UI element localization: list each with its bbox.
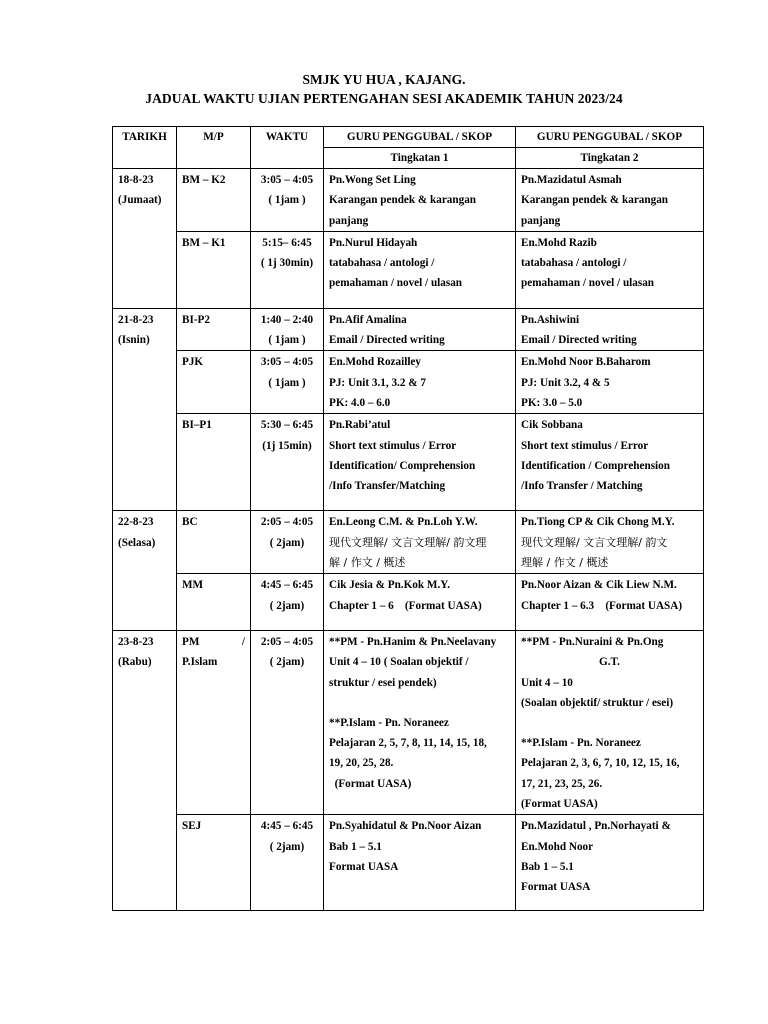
exam-time: 1:40 – 2:40 [260,313,314,326]
teacher-name: Pn.Afif Amalina [329,313,407,326]
tingkatan-1-cell [324,815,516,910]
table-row [113,574,704,631]
spacer [521,713,698,733]
scope-line: tatabahasa / antologi / [521,257,627,270]
scope-line: Email / Directed writing [329,334,445,347]
tingkatan-1-cell [324,511,516,574]
scope-line: struktur / esei pendek) [329,676,437,689]
subject-cell: BM – K1 [177,231,251,308]
exam-duration: ( 1jam ) [268,376,306,389]
tingkatan-2-cell [516,574,704,631]
teacher-name: En.Leong C.M. & Pn.Loh Y.W. [329,516,478,529]
teacher-name: Pn.Tiong CP & Cik Chong M.Y. [521,516,675,529]
teacher-name: **P.Islam - Pn. Noraneez [521,737,641,750]
scope-line: PK: 4.0 – 6.0 [329,396,391,409]
tingkatan-2-cell [516,351,704,414]
tingkatan-2-cell [516,511,704,574]
time-cell [251,414,324,511]
time-cell [251,815,324,910]
teacher-name: Pn.Nurul Hidayah [329,236,418,249]
scope-line: (Format UASA) [329,777,412,790]
scope-line: Unit 4 – 10 ( Soalan objektif / [329,656,469,669]
scope-line: Identification / Comprehension [521,459,670,472]
col-header-tingkatan-2: Tingkatan 2 [516,148,704,169]
tingkatan-1-cell [324,231,516,308]
teacher-name: **PM - Pn.Nuraini & Pn.Ong [521,635,664,648]
exam-time: 5:15– 6:45 [262,236,312,249]
scope-line: Chapter 1 – 6.3 (Format UASA) [521,599,683,612]
subject-cell: BI–P1 [177,414,251,511]
scope-line: 19, 20, 25, 28. [329,757,394,770]
scope-line: tatabahasa / antologi / [329,257,435,270]
scope-line: Unit 4 – 10 [521,676,573,689]
time-cell [251,169,324,232]
header-row [113,127,704,148]
tingkatan-1-cell [324,169,516,232]
teacher-name: **PM - Pn.Hanim & Pn.Neelavany [329,635,497,648]
scope-line: Karangan pendek & karangan [329,194,477,207]
scope-line: Pelajaran 2, 5, 7, 8, 11, 14, 15, 18, [329,737,487,750]
col-header-guru-t1: GURU PENGGUBAL / SKOP [324,127,516,148]
teacher-name: Pn.Mazidatul Asmah [521,174,622,186]
time-cell [251,511,324,574]
col-header-tarikh: TARIKH [113,127,177,169]
spacer [329,693,510,713]
teacher-name: Pn.Rabi’atul [329,419,391,432]
exam-duration: ( 2jam) [269,656,305,669]
subject-cell: PJK [177,351,251,414]
scope-line: PK: 3.0 – 5.0 [521,396,583,409]
exam-schedule-table [112,126,704,911]
col-header-waktu: WAKTU [251,127,324,169]
col-header-tingkatan-1: Tingkatan 1 [324,148,516,169]
exam-time: 5:30 – 6:45 [260,419,314,432]
exam-time: 3:05 – 4:05 [260,174,314,186]
scope-line: Format UASA [521,881,591,894]
table-row [113,169,704,232]
scope-line: /Info Transfer / Matching [521,480,643,493]
tingkatan-2-cell [516,815,704,910]
scope-line: PJ: Unit 3.2, 4 & 5 [521,376,610,389]
exam-date: 21-8-23 [118,313,154,326]
time-cell [251,574,324,631]
time-cell [251,231,324,308]
teacher-name-cont: En.Mohd Noor [521,840,594,853]
scope-line: Format UASA [329,860,399,873]
teacher-name: Pn.Syahidatul & Pn.Noor Aizan [329,820,482,833]
exam-day: (Isnin) [118,334,150,347]
scope-line: 解 / 作文 / 概述 [329,556,406,570]
scope-line: Email / Directed writing [521,334,637,347]
subject-cell: BI-P2 [177,308,251,351]
date-cell [113,169,177,309]
scope-line: Bab 1 – 5.1 [521,860,574,873]
subject-separator: / [241,635,245,648]
subject-code: PM [182,635,200,648]
teacher-name: Cik Jesia & Pn.Kok M.Y. [329,579,451,592]
col-header-guru-t2: GURU PENGGUBAL / SKOP [516,127,704,148]
scope-line: Short text stimulus / Error [329,439,457,452]
scope-line: panjang [521,214,561,227]
scope-line: Bab 1 – 5.1 [329,840,382,853]
date-cell [113,308,177,511]
table-row [113,630,704,814]
document-header [0,70,768,108]
scope-line: Karangan pendek & karangan [521,194,669,207]
subject-code-line [182,632,245,652]
scope-line: /Info Transfer/Matching [329,480,446,493]
tingkatan-2-cell [516,169,704,232]
tingkatan-2-cell [516,308,704,351]
exam-duration: (1j 15min) [262,439,312,452]
school-name: SMJK YU HUA , KAJANG. [302,72,466,87]
scope-line: (Format UASA) [521,798,598,811]
teacher-name: En.Mohd Noor B.Baharom [521,356,651,369]
scope-line: (Soalan objektif/ struktur / esei) [521,696,674,709]
scope-line: Pelajaran 2, 3, 6, 7, 10, 12, 15, 16, [521,757,680,770]
time-cell [251,351,324,414]
exam-duration: ( 2jam) [269,599,305,612]
scope-line: 现代文理解/ 文言文理解/ 韵文理 [329,535,487,549]
exam-date: 22-8-23 [118,516,154,529]
exam-time: 2:05 – 4:05 [260,516,314,529]
time-cell [251,308,324,351]
table-row [113,308,704,351]
table-row [113,414,704,511]
tingkatan-1-cell [324,414,516,511]
teacher-name: En.Mohd Razib [521,236,597,249]
subject-cell: BM – K2 [177,169,251,232]
exam-duration: ( 1j 30min) [260,257,314,270]
scope-line: pemahaman / novel / ulasan [329,277,463,290]
scope-line: 17, 21, 23, 25, 26. [521,777,603,790]
tingkatan-2-cell [516,414,704,511]
date-cell [113,630,177,910]
teacher-name-cont: G.T. [599,656,620,669]
table-row [113,511,704,574]
table-row [113,231,704,308]
exam-time: 2:05 – 4:05 [260,635,314,648]
tingkatan-2-cell [516,630,704,814]
exam-time: 3:05 – 4:05 [260,356,314,369]
teacher-name: Cik Sobbana [521,419,583,432]
table-row [113,351,704,414]
tingkatan-1-cell [324,351,516,414]
teacher-name: Pn.Mazidatul , Pn.Norhayati & [521,820,671,833]
tingkatan-1-cell [324,308,516,351]
exam-duration: ( 2jam) [269,840,305,853]
scope-line: Identification/ Comprehension [329,459,476,472]
subject-cell: BC [177,511,251,574]
teacher-name: En.Mohd Rozailley [329,356,421,369]
exam-day: (Jumaat) [118,194,162,207]
subject-cell: SEJ [177,815,251,910]
col-header-mp: M/P [177,127,251,169]
exam-day: (Rabu) [118,656,152,669]
exam-duration: ( 2jam) [269,536,305,549]
document-title: JADUAL WAKTU UJIAN PERTENGAHAN SESI AKADEMIK TAHUN 2023/24 [145,91,623,106]
tingkatan-1-cell [324,574,516,631]
teacher-name: Pn.Ashiwini [521,313,580,326]
scope-line: panjang [329,214,369,227]
exam-date: 23-8-23 [118,635,154,648]
exam-time: 4:45 – 6:45 [260,579,314,592]
subject-code-secondary: P.Islam [182,656,218,669]
exam-time: 4:45 – 6:45 [260,820,314,833]
scope-line: 现代文理解/ 文言文理解/ 韵文 [521,535,668,549]
teacher-name: Pn.Wong Set Ling [329,174,416,186]
exam-day: (Selasa) [118,536,156,549]
scope-line: Short text stimulus / Error [521,439,649,452]
scope-line: Chapter 1 – 6 (Format UASA) [329,599,482,612]
date-cell [113,511,177,630]
teacher-name: Pn.Noor Aizan & Cik Liew N.M. [521,579,677,592]
exam-duration: ( 1jam ) [268,194,306,207]
tingkatan-2-cell [516,231,704,308]
subject-cell [177,630,251,814]
tingkatan-1-cell [324,630,516,814]
teacher-name: **P.Islam - Pn. Noraneez [329,716,449,729]
subject-cell: MM [177,574,251,631]
scope-line: PJ: Unit 3.1, 3.2 & 7 [329,376,426,389]
table-row [113,815,704,910]
scope-line: pemahaman / novel / ulasan [521,277,655,290]
exam-date: 18-8-23 [118,174,154,186]
exam-duration: ( 1jam ) [268,334,306,347]
time-cell [251,630,324,814]
scope-line: 理解 / 作文 / 概述 [521,556,609,570]
